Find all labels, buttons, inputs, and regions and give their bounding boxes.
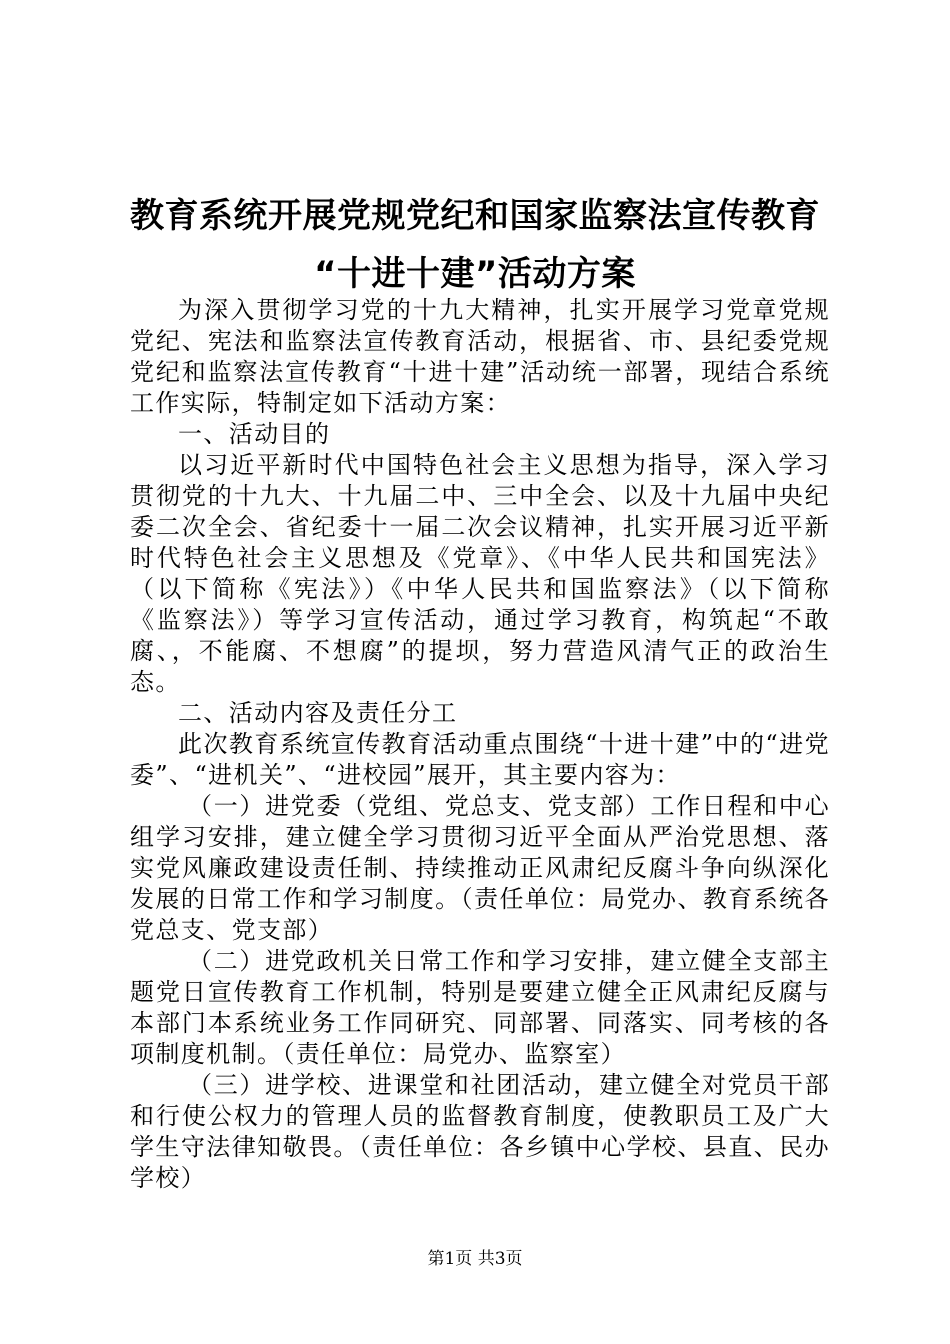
intro-paragraph: 为深入贯彻学习党的十九大精神，扎实开展学习党章党规党纪、宪法和监察法宣传教育活动，根据省、市、县纪委党规党纪和监察法宣传教育“十进十建”活动统一部署，现结合系统工作实际，特制定如下活动方案： [130, 296, 830, 417]
item-3-paragraph: （三）进学校、进课堂和社团活动，建立健全对党员干部和行使公权力的管理人员的监督教育制度，使教职员工及广大学生守法律知敬畏。（责任单位：各乡镇中心学校、县直、民办学校） [130, 1071, 830, 1192]
document-title-line-2: “十进十建”活动方案 [314, 254, 636, 294]
purpose-paragraph: 以习近平新时代中国特色社会主义思想为指导，深入学习贯彻党的十九大、十九届二中、三中全会、以及十九届中央纪委二次全会、省纪委十一届二次会议精神，扎实开展习近平新时代特色社会主义思想及《党章》、《中华人民共和国宪法》（以下简称《宪法》）《中华人民共和国监察法》（以下简称《监察法》）等学习宣传活动，通过学习教育，构筑起“不敢腐、，不能腐、不想腐”的提坝，努力营造风清气正的政治生态。 [130, 451, 830, 696]
document-title-line-1: 教育系统开展党规党纪和国家监察法宣传教育 [130, 196, 820, 236]
document-body [130, 295, 830, 1194]
section-heading-content: 二、活动内容及责任分工 [178, 699, 458, 727]
item-2-paragraph: （二）进党政机关日常工作和学习安排，建立健全支部主题党日宣传教育工作机制，特别是要建立健全正风肃纪反腐与本部门本系统业务工作同研究、同部署、同落实、同考核的各项制度机制。（责任单位：局党办、监察室） [130, 947, 830, 1068]
item-1-paragraph: （一）进党委（党组、党总支、党支部）工作日程和中心组学习安排，建立健全学习贯彻习近平全面从严治党思想、落实党风廉政建设责任制、持续推动正风肃纪反腐斗争向纵深化发展的日常工作和学习制度。（责任单位：局党办、教育系统各党总支、党支部） [130, 792, 830, 944]
section-heading-purpose: 一、活动目的 [178, 420, 331, 448]
content-intro-paragraph: 此次教育系统宣传教育活动重点围绕“十进十建”中的“进党委”、“进机关”、“进校园”展开，其主要内容为： [130, 730, 830, 789]
page-number-footer: 第1页 共3页 [427, 1249, 523, 1269]
